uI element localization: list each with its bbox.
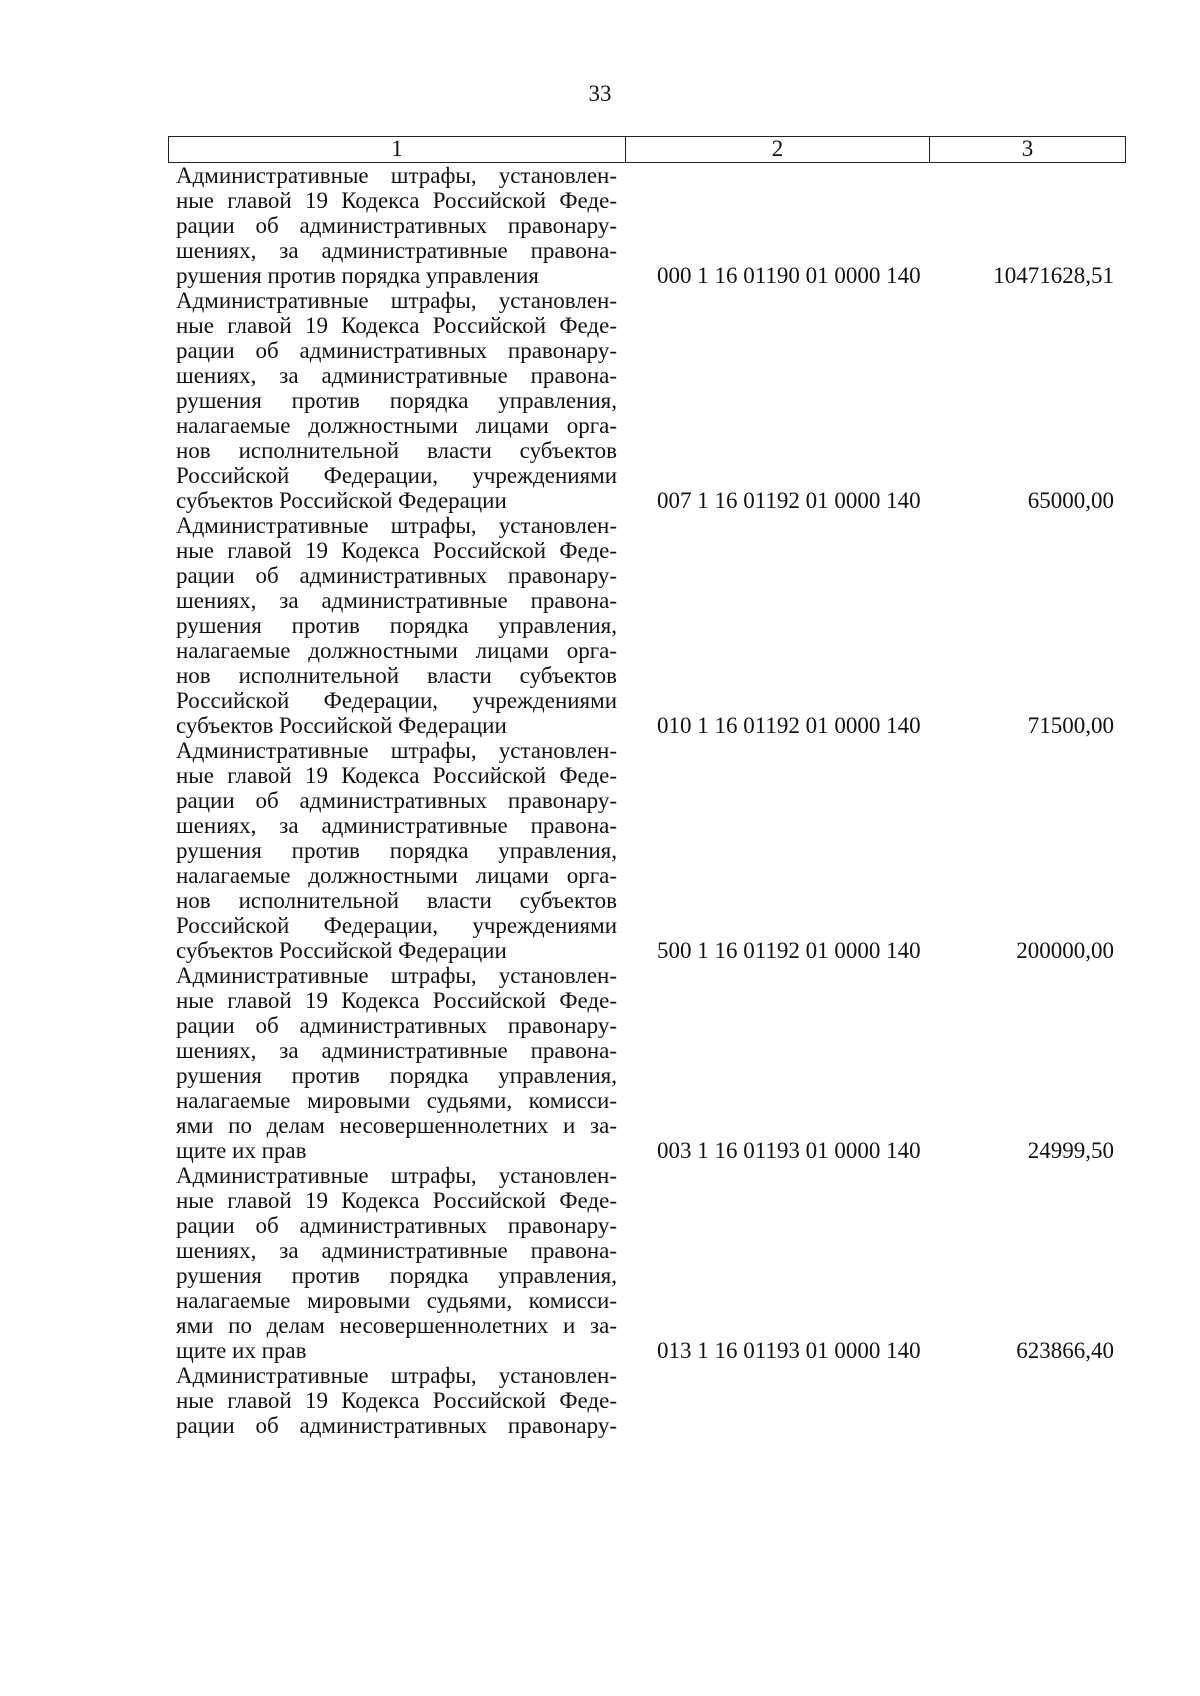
description-line: шениях, за административные правона-	[176, 813, 617, 838]
description-line: рации об административных правонару-	[176, 788, 617, 813]
description-line: рушения против порядка управления,	[176, 1063, 617, 1088]
description-line: рации об административных правонару-	[176, 213, 617, 238]
row-description	[176, 288, 617, 513]
description-line: субъектов Российской Федерации	[176, 488, 507, 513]
description-line: шениях, за административные правона-	[176, 238, 617, 263]
description-line: Административные штрафы, установлен-	[176, 1363, 617, 1388]
description-line: Административные штрафы, установлен-	[176, 288, 617, 313]
description-line: ные главой 19 Кодекса Российской Феде-	[176, 538, 617, 563]
row-description	[176, 1363, 617, 1438]
description-line: рации об административных правонару-	[176, 1013, 617, 1038]
budget-classification-code: 013 1 16 01193 01 0000 140	[657, 1338, 921, 1363]
description-line: шениях, за административные правона-	[176, 588, 617, 613]
description-line: ные главой 19 Кодекса Российской Феде-	[176, 1388, 617, 1413]
description-line: Административные штрафы, установлен-	[176, 963, 617, 988]
row-description	[176, 1163, 617, 1363]
row-description	[176, 738, 617, 963]
description-line: рации об административных правонару-	[176, 338, 617, 363]
description-line: рушения против порядка управления,	[176, 1263, 617, 1288]
page-number: 33	[588, 81, 612, 106]
description-line: рации об административных правонару-	[176, 1413, 617, 1438]
column-header-2: 2	[626, 137, 930, 162]
budget-classification-code: 500 1 16 01192 01 0000 140	[657, 938, 921, 963]
table-row	[176, 1363, 1126, 1438]
row-description	[176, 163, 617, 288]
description-line: налагаемые должностными лицами орга-	[176, 863, 617, 888]
table-row	[176, 1163, 1126, 1363]
description-line: ные главой 19 Кодекса Российской Феде-	[176, 988, 617, 1013]
description-line: нов исполнительной власти субъектов	[176, 888, 617, 913]
row-description	[176, 963, 617, 1163]
description-line: шениях, за административные правона-	[176, 1038, 617, 1063]
description-line: Административные штрафы, установлен-	[176, 163, 617, 188]
description-line: субъектов Российской Федерации	[176, 713, 507, 738]
description-line: ные главой 19 Кодекса Российской Феде-	[176, 1188, 617, 1213]
description-line: шениях, за административные правона-	[176, 363, 617, 388]
table-row	[176, 163, 1126, 288]
description-line: налагаемые мировыми судьями, комисси-	[176, 1088, 617, 1113]
table-row	[176, 513, 1126, 738]
description-line: рушения против порядка управления,	[176, 613, 617, 638]
amount-value: 24999,50	[1027, 1138, 1114, 1163]
description-line: ями по делам несовершеннолетних и за-	[176, 1113, 617, 1138]
description-line: щите их прав	[176, 1338, 307, 1363]
description-line: Российской Федерации, учреждениями	[176, 688, 617, 713]
description-line: налагаемые должностными лицами орга-	[176, 413, 617, 438]
table-row	[176, 738, 1126, 963]
description-line: нов исполнительной власти субъектов	[176, 663, 617, 688]
amount-value: 10471628,51	[993, 263, 1114, 288]
description-line: Российской Федерации, учреждениями	[176, 913, 617, 938]
description-line: Административные штрафы, установлен-	[176, 1163, 617, 1188]
table-body	[176, 163, 1126, 1438]
amount-value: 200000,00	[1016, 938, 1114, 963]
description-line: Административные штрафы, установлен-	[176, 738, 617, 763]
description-line: рушения против порядка управления,	[176, 388, 617, 413]
budget-classification-code: 003 1 16 01193 01 0000 140	[657, 1138, 921, 1163]
description-line: налагаемые должностными лицами орга-	[176, 638, 617, 663]
description-line: рации об административных правонару-	[176, 1213, 617, 1238]
table-row	[176, 288, 1126, 513]
amount-value: 623866,40	[1016, 1338, 1114, 1363]
description-line: нов исполнительной власти субъектов	[176, 438, 617, 463]
row-description	[176, 513, 617, 738]
description-line: шениях, за административные правона-	[176, 1238, 617, 1263]
column-header-1: 1	[169, 137, 626, 162]
description-line: ями по делам несовершеннолетних и за-	[176, 1313, 617, 1338]
description-line: ные главой 19 Кодекса Российской Феде-	[176, 313, 617, 338]
table-row	[176, 963, 1126, 1163]
budget-classification-code: 010 1 16 01192 01 0000 140	[657, 713, 921, 738]
description-line: рации об административных правонару-	[176, 563, 617, 588]
amount-value: 65000,00	[1027, 488, 1114, 513]
description-line: ные главой 19 Кодекса Российской Феде-	[176, 763, 617, 788]
budget-classification-code: 007 1 16 01192 01 0000 140	[657, 488, 921, 513]
description-line: щите их прав	[176, 1138, 307, 1163]
budget-classification-code: 000 1 16 01190 01 0000 140	[657, 263, 921, 288]
amount-value: 71500,00	[1027, 713, 1114, 738]
description-line: Административные штрафы, установлен-	[176, 513, 617, 538]
description-line: ные главой 19 Кодекса Российской Феде-	[176, 188, 617, 213]
table-header-row	[168, 136, 1126, 163]
description-line: рушения против порядка управления	[176, 263, 539, 288]
column-header-3: 3	[1021, 136, 1034, 161]
description-line: Российской Федерации, учреждениями	[176, 463, 617, 488]
description-line: налагаемые мировыми судьями, комисси-	[176, 1288, 617, 1313]
description-line: рушения против порядка управления,	[176, 838, 617, 863]
description-line: субъектов Российской Федерации	[176, 938, 507, 963]
